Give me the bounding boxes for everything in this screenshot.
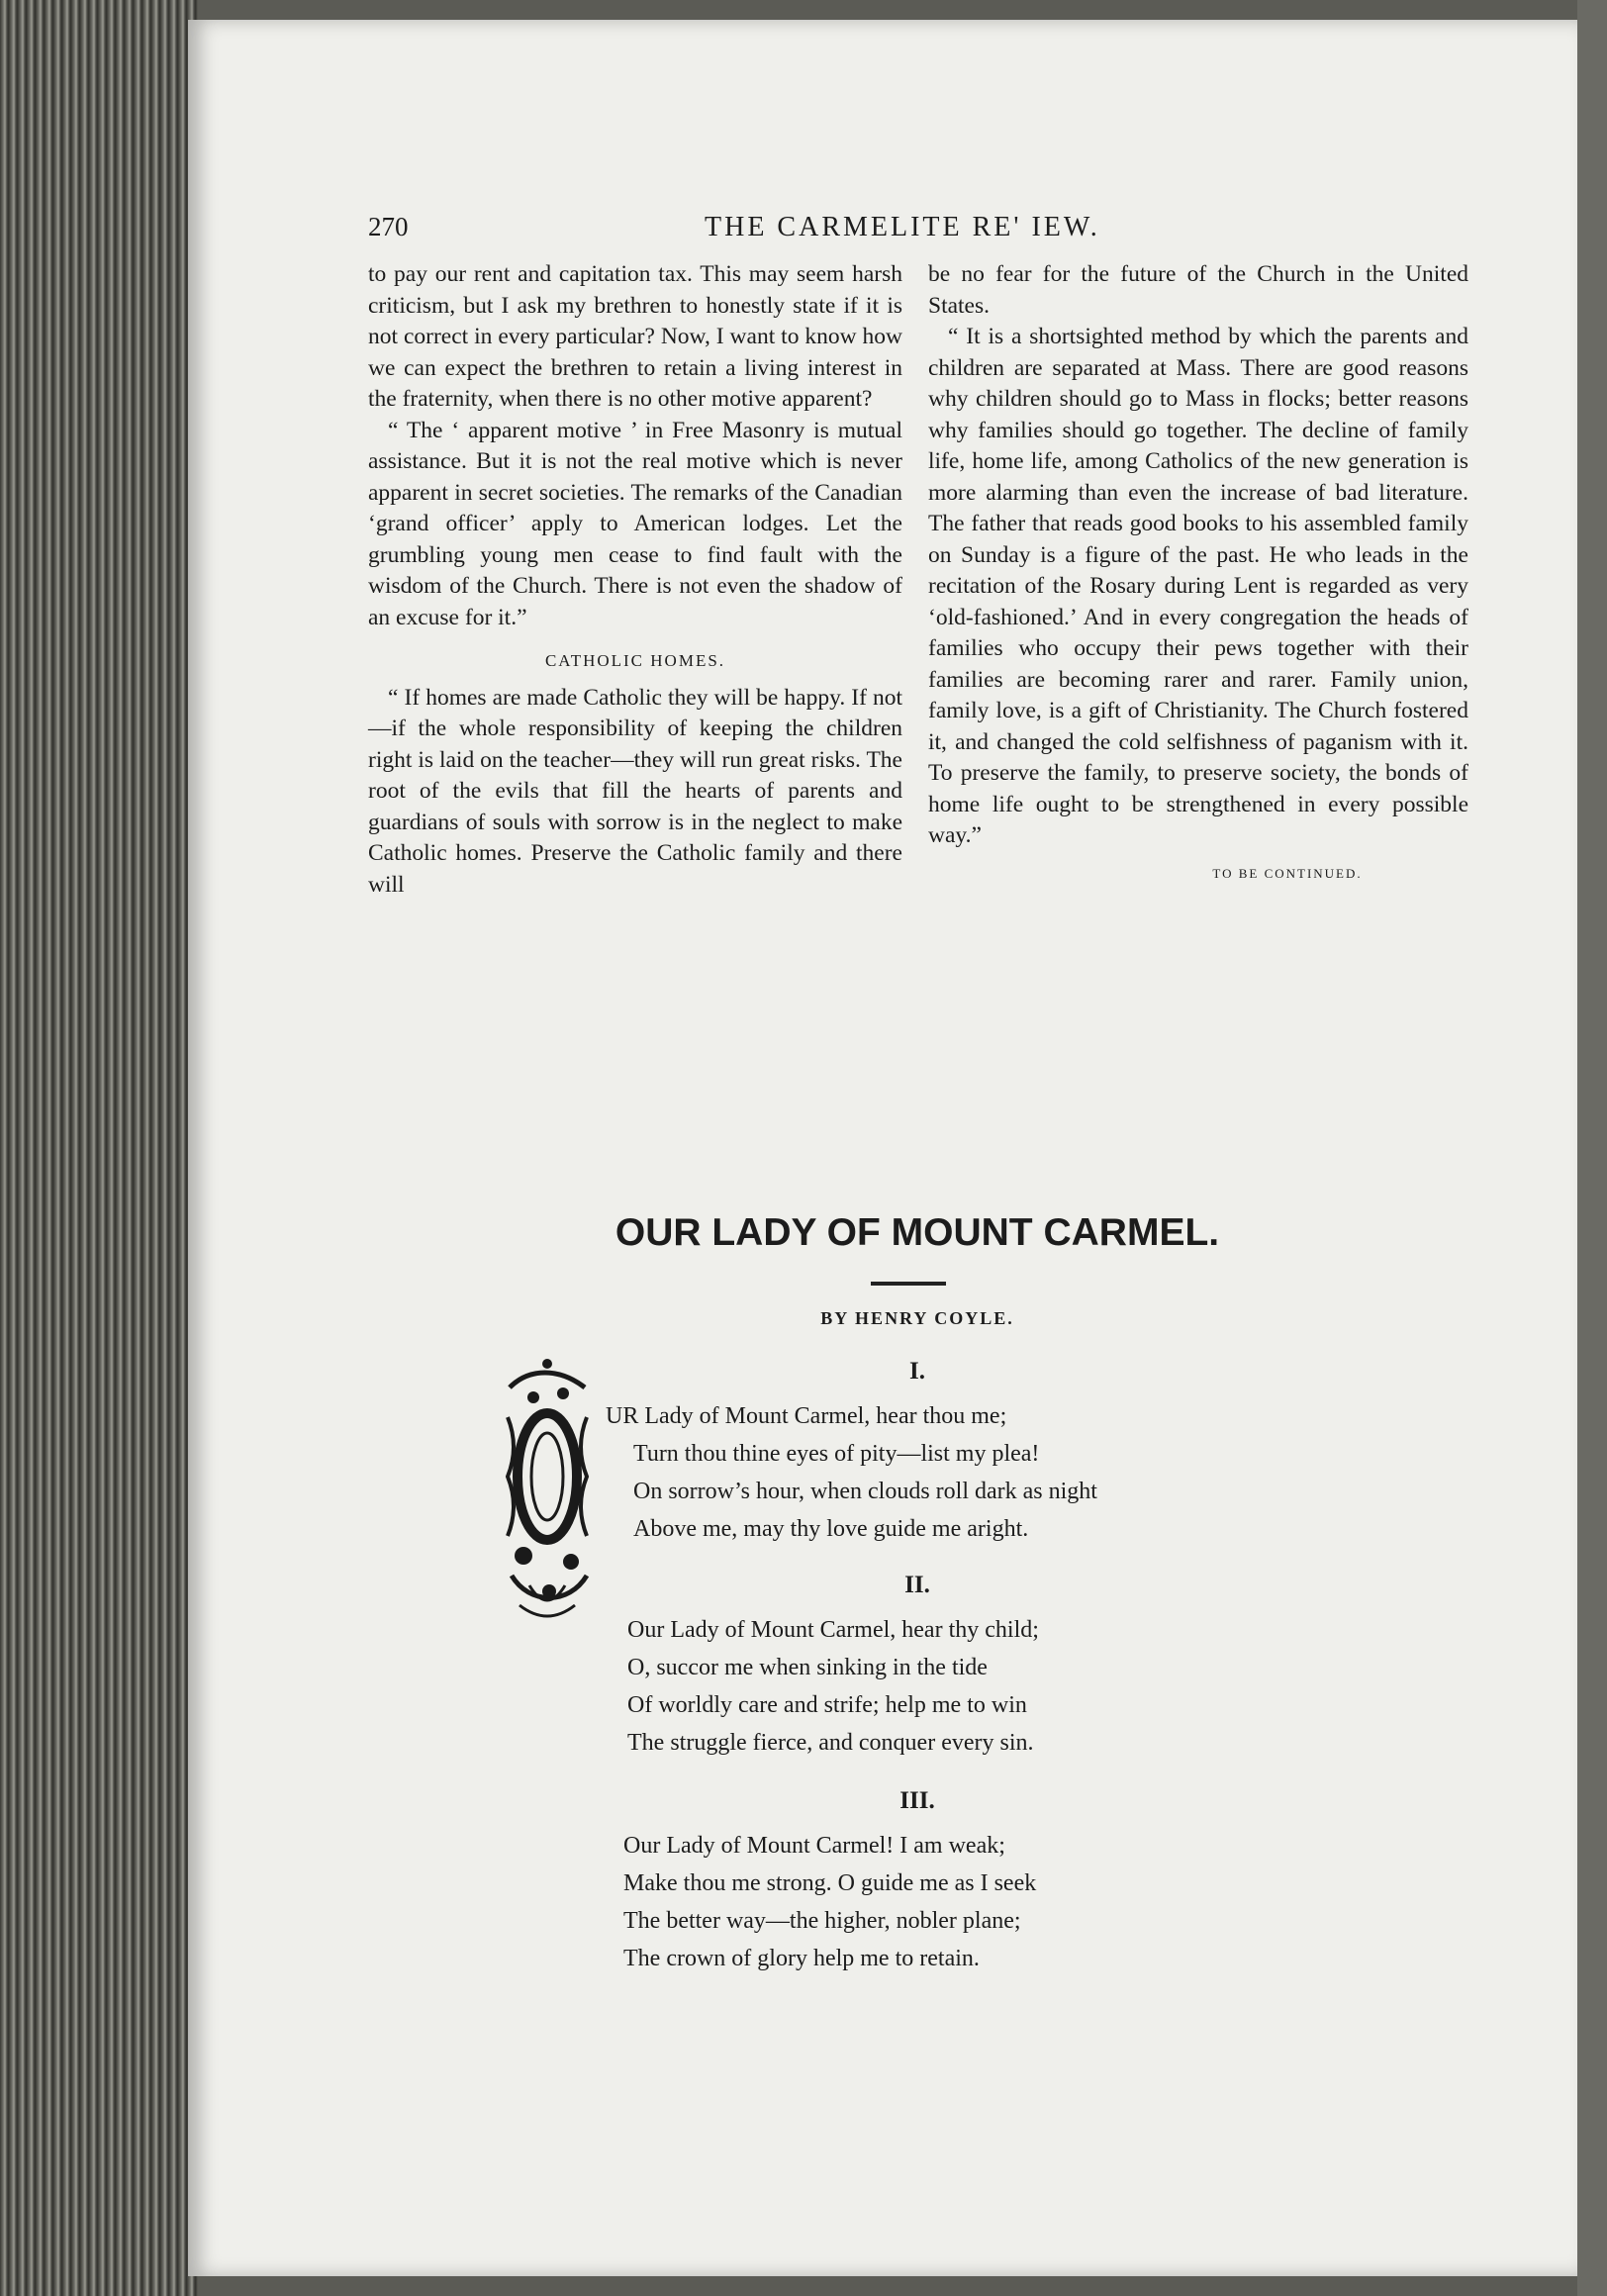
journal-title: THE CARMELITE RE' IEW. (705, 212, 1100, 242)
poem-line: Make thou me strong. O guide me as I seek (623, 1870, 1037, 1896)
paragraph: “ It is a shortsighted method by which the parents and children are separated at Mass. There are good reasons why children should go to Mass in flocks; better reasons why families should go together. The decline of family life, home life, among Catholics of the new generation is more alarming than even the increase of bad literature. The father that reads good books to his assembled family on Sunday is a figure of the past. He who leads in the recitation of the Rosary during Lent is regarded as very ‘old-fashioned.’ And in every congregation the heads of families who occupy their pews together with their families are becoming rarer and rarer. Family union, family love, is a gift of Christianity. The Church fostered it, and changed the cold selfishness of paganism with it. To preserve the family, to preserve society, the bonds of home life ought to be strengthened in every possible way.” (928, 324, 1468, 848)
poem-line: The better way—the higher, nobler plane; (623, 1908, 1021, 1934)
poem-line: The crown of glory help me to retain. (623, 1946, 980, 1971)
section-subheading: CATHOLIC HOMES. (544, 651, 726, 670)
to-be-continued: TO BE CONTINUED. (1212, 865, 1363, 881)
poem-title: OUR LADY OF MOUNT CARMEL. (614, 1211, 1220, 1254)
poem-line: Above me, may thy love guide me aright. (633, 1516, 1029, 1542)
title-rule (871, 1282, 946, 1286)
poem-line: On sorrow’s hour, when clouds roll dark as night (633, 1479, 1097, 1504)
poem-line: Our Lady of Mount Carmel! I am weak; (623, 1833, 1005, 1859)
book-spine-edge (0, 0, 198, 2296)
poem-line: Of worldly care and strife; help me to win (627, 1692, 1027, 1718)
stanza-number: II. (904, 1572, 930, 1598)
poem-author: BY HENRY COYLE. (820, 1308, 1014, 1328)
page-number: 270 (368, 212, 409, 241)
poem-line: O, succor me when sinking in the tide (627, 1655, 988, 1680)
paragraph: “ The ‘ apparent motive ’ in Free Masonry is mutual assistance. But it is not the real motive which is never apparent in secret societies. The remarks of the Canadian ‘grand officer’ apply to American lodges. Let the grumbling young men cease to find fault with the wisdom of the Church. There is not even the shadow of an excuse for it.” (368, 417, 902, 630)
paragraph: be no fear for the future of the Church in the United States. (928, 261, 1468, 319)
poem-line: Turn thou thine eyes of pity—list my plea! (633, 1441, 1040, 1467)
stanza-number: III. (899, 1787, 935, 1814)
poem-line: The struggle fierce, and conquer every sin. (627, 1730, 1034, 1756)
scan-margin (1577, 0, 1607, 2296)
poem-line: UR Lady of Mount Carmel, hear thou me; (606, 1403, 1007, 1429)
stanza-number: I. (909, 1358, 925, 1385)
paragraph: “ If homes are made Catholic they will be happy. If not—if the whole responsibility of keeping the children right is laid on the teacher—they will run great risks. The root of the evils that fill the hearts of parents and guardians of souls with sorrow is in the neglect to make Catholic homes. Preserve the Catholic family and there will (368, 684, 902, 898)
running-header (368, 212, 1239, 251)
column-left (368, 259, 902, 901)
poem-line: Our Lady of Mount Carmel, hear thy child; (627, 1617, 1039, 1643)
paragraph: to pay our rent and capitation tax. This may seem harsh criticism, but I ask my brethren to honestly state if it is not correct in every particular? Now, I want to know how we can expect the brethren to retain a living interest in the fraternity, when there is no other motive apparent? (368, 261, 902, 412)
column-right (928, 259, 1468, 889)
